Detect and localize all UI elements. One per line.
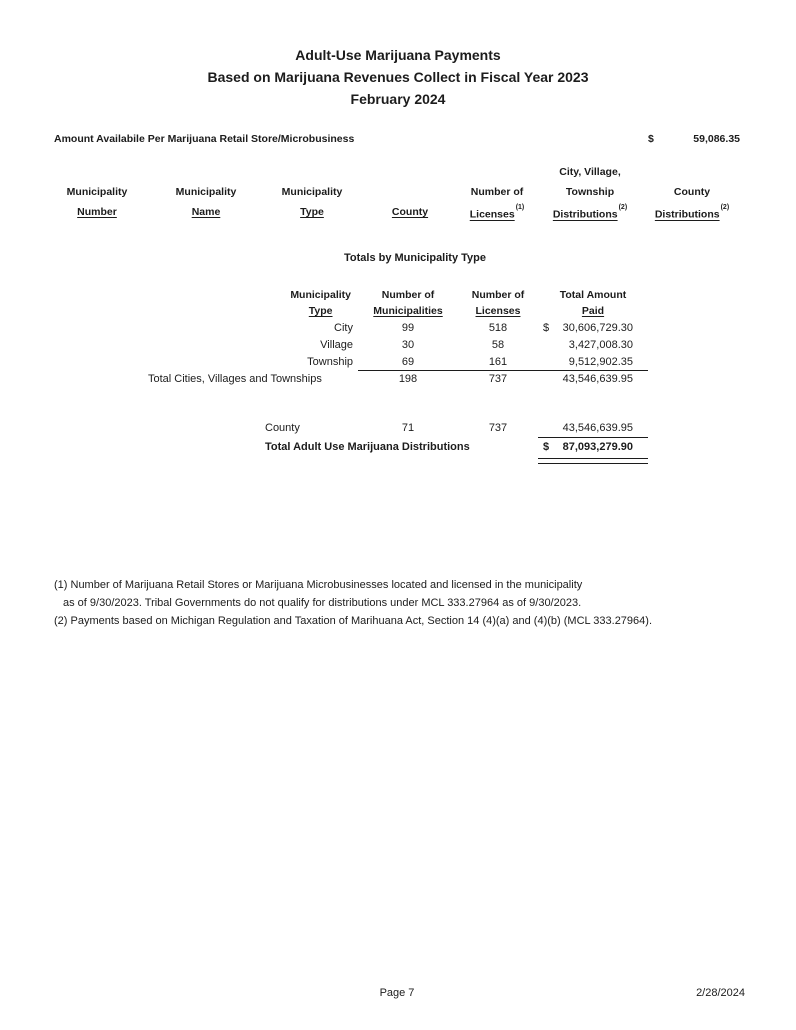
footnote-2: (2) Payments based on Michigan Regulation and Taxation of Marihuana Act, Section 14 (4)(a) and (4)(b) (MCL 333.27964).	[54, 615, 652, 627]
currency-symbol: $	[543, 322, 550, 334]
header-underlined-word: Municipalities	[373, 305, 443, 317]
totals-header-municipalities	[358, 287, 458, 319]
footnote-1-line-2: as of 9/30/2023. Tribal Governments do not qualify for distributions under MCL 333.27964 as of 9/30/2023.	[63, 597, 582, 609]
header-line: Municipality	[175, 186, 237, 198]
row-licenses: 161	[458, 354, 538, 371]
row-label: City	[334, 322, 353, 334]
column-header-municipality-name	[146, 182, 266, 222]
currency-symbol: $	[543, 441, 550, 453]
header-line: Number of	[470, 186, 524, 198]
header-underlined-word: Paid	[581, 305, 605, 317]
table-row-subtotal	[148, 371, 648, 388]
header-line: Municipality	[66, 186, 128, 198]
table-row-grand-total	[148, 438, 648, 457]
totals-table-header	[148, 287, 648, 319]
footnote-1-line-1: (1) Number of Marijuana Retail Stores or Marijuana Microbusinesses located and licensed in the municipality	[54, 579, 583, 591]
title-line-1: Adult-Use Marijuana Payments	[295, 47, 501, 63]
totals-section-heading: Totals by Municipality Type	[343, 252, 487, 264]
table-row-city	[148, 320, 648, 337]
document-title	[0, 44, 796, 110]
totals-header-paid	[538, 287, 648, 319]
county-amount: 43,546,639.95	[562, 422, 633, 434]
grand-total-amount: 87,093,279.90	[562, 441, 633, 453]
totals-header-type	[148, 287, 358, 319]
amount-available-currency: $	[648, 133, 654, 145]
subtotal-amount: 43,546,639.95	[562, 373, 633, 385]
header-underlined-word: Type	[308, 305, 333, 317]
county-municipalities: 71	[401, 422, 415, 434]
header-underlined-word: County	[391, 206, 429, 218]
header-line: Township	[565, 186, 615, 198]
county-label: County	[265, 422, 300, 434]
row-label: Village	[320, 339, 353, 351]
county-licenses: 737	[488, 422, 508, 434]
header-underlined-word: Number	[77, 206, 117, 218]
header-underlined-word: Licenses	[469, 208, 515, 221]
header-underlined-word: Distributions	[654, 208, 720, 221]
header-line: Municipality	[290, 289, 351, 301]
header-line: County	[673, 186, 711, 198]
header-line: Municipality	[281, 186, 343, 198]
header-line: Number of	[471, 289, 525, 301]
row-amount: 3,427,008.30	[568, 339, 633, 351]
header-underlined-word: Distributions	[552, 208, 618, 221]
footnotes	[54, 576, 754, 630]
table-row-village	[148, 337, 648, 354]
title-line-2: Based on Marijuana Revenues Collect in Fiscal Year 2023	[207, 69, 589, 85]
totals-header-licenses	[458, 287, 538, 319]
header-line: Number of	[381, 289, 435, 301]
amount-available-label: Amount Availabile Per Marijuana Retail Store/Microbusiness	[54, 133, 355, 145]
row-municipalities: 99	[401, 322, 415, 334]
subtotal-label: Total Cities, Villages and Townships	[148, 373, 322, 385]
table-row-county	[148, 419, 648, 438]
grand-total-double-underline	[538, 458, 648, 464]
header-underlined-word: Licenses	[475, 305, 521, 317]
table-row-township	[148, 354, 648, 371]
column-header-county-distributions	[622, 182, 762, 225]
title-line-3: February 2024	[350, 91, 446, 107]
column-header-municipality-number	[37, 182, 157, 222]
grand-total-label: Total Adult Use Marijuana Distributions	[265, 441, 470, 453]
footnote-marker-2: (2)	[720, 204, 730, 211]
row-licenses: 518	[488, 322, 508, 334]
header-line: Total Amount	[559, 289, 627, 301]
footnote-marker-1: (1)	[515, 204, 525, 211]
row-amount: 9,512,902.35	[568, 356, 633, 368]
footnote-marker-2: (2)	[618, 204, 628, 211]
footer-date: 2/28/2024	[696, 987, 745, 999]
row-municipalities: 30	[401, 339, 415, 351]
header-underlined-word: Name	[191, 206, 221, 218]
subtotal-municipalities: 198	[398, 373, 418, 385]
row-municipalities: 69	[358, 354, 458, 371]
header-underlined-word: Type	[300, 206, 324, 218]
subtotal-licenses: 737	[488, 373, 508, 385]
page-number: Page 7	[379, 987, 415, 999]
row-licenses: 58	[491, 339, 505, 351]
totals-table-body	[148, 320, 648, 388]
county-total-block	[148, 419, 648, 457]
header-line: City, Village,	[559, 166, 621, 178]
row-amount: 30,606,729.30	[562, 322, 633, 334]
amount-available-value: 59,086.35	[693, 133, 740, 145]
row-label: Township	[307, 356, 353, 368]
